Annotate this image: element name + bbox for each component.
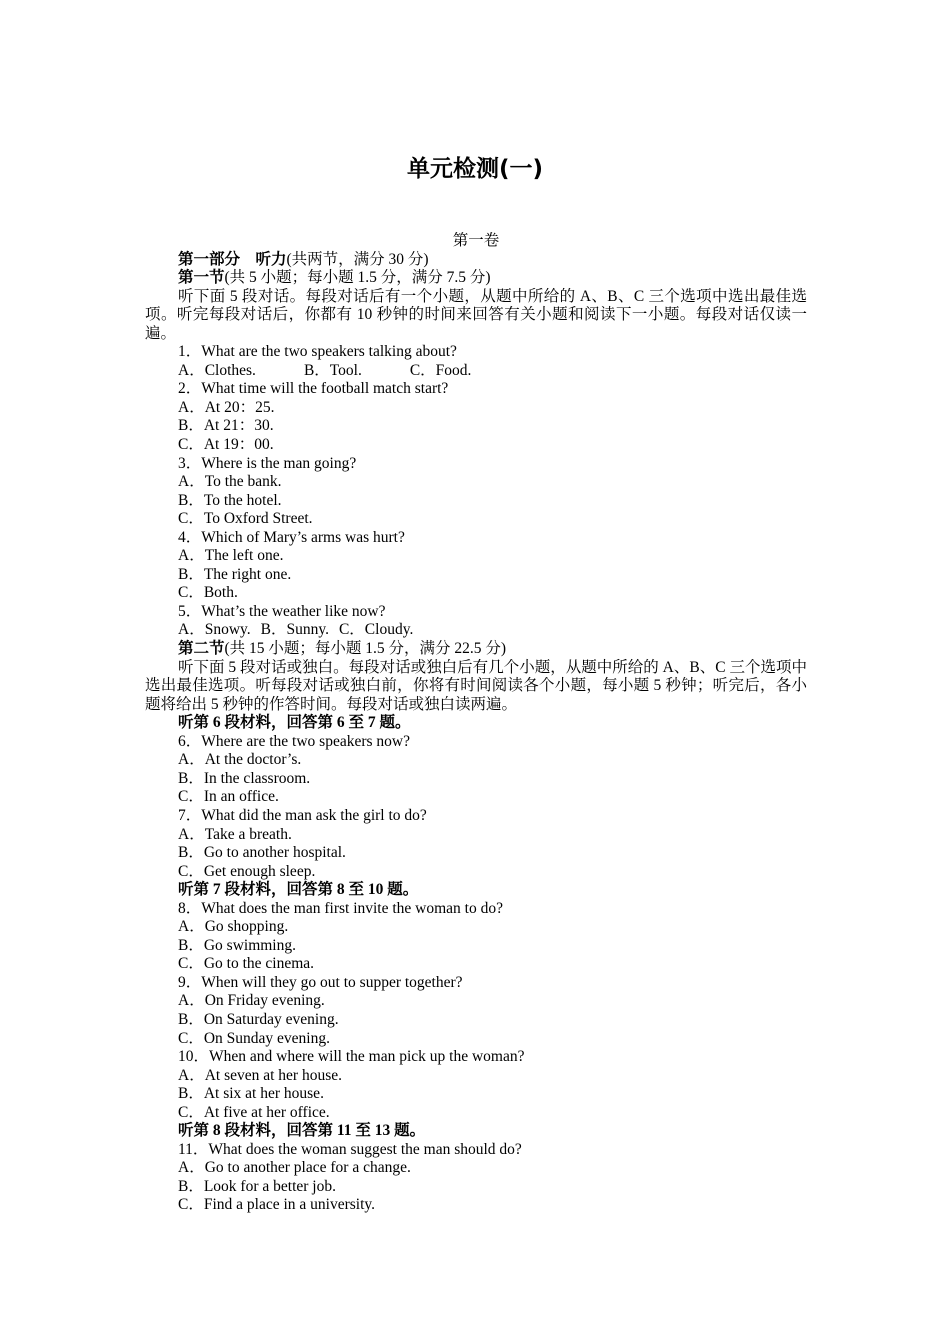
- section1-heading-line: [145, 269, 807, 288]
- volume-heading: 第一卷: [452, 232, 500, 249]
- option-6c: C．In an office.: [178, 788, 279, 806]
- question-8: 8．What does the man first invite the woman to do?: [178, 899, 503, 917]
- option-7c: C．Get enough sleep.: [178, 862, 316, 880]
- section1-detail: (共 5 小题；每小题 1.5 分，满分 7.5 分): [224, 269, 491, 287]
- question-2: 2．What time will the football match start?: [178, 380, 449, 398]
- option-2c: C．At 19：00.: [178, 436, 274, 454]
- question-9: 9．When will they go out to supper together?: [178, 973, 463, 991]
- question-11: 11．What does the woman suggest the man should do?: [178, 1140, 522, 1158]
- option-1c: C．Food.: [409, 361, 472, 379]
- option-7a: A．Take a breath.: [178, 825, 292, 843]
- option-11c: C．Find a place in a university.: [178, 1196, 376, 1214]
- question-7: 7．What did the man ask the girl to do?: [178, 806, 427, 824]
- option-9c: C．On Sunday evening.: [178, 1029, 330, 1047]
- option-1a: A．Clothes.: [178, 361, 256, 379]
- option-9a: A．On Friday evening.: [178, 992, 325, 1010]
- material-6-heading: 听第 6 段材料，回答第 6 至 7 题。: [178, 714, 411, 732]
- option-6a: A．At the doctor’s.: [178, 751, 302, 769]
- option-4c: C．Both.: [178, 584, 238, 602]
- option-9b: B．On Saturday evening.: [178, 1010, 339, 1028]
- option-1b: B．Tool.: [303, 361, 362, 379]
- question-1: 1．What are the two speakers talking about?: [178, 343, 457, 361]
- part1-heading: 第一部分 听力: [178, 250, 287, 268]
- option-10c: C．At five at her office.: [178, 1103, 330, 1121]
- question-5-options: [145, 621, 807, 640]
- option-2b: B．At 21：30.: [178, 417, 274, 435]
- option-8c: C．Go to the cinema.: [178, 955, 315, 973]
- option-4b: B．The right one.: [178, 565, 292, 583]
- option-5b: B．Sunny.: [260, 621, 329, 639]
- option-5c: C．Cloudy.: [338, 621, 414, 639]
- option-8a: A．Go shopping.: [178, 918, 289, 936]
- option-11a: A．Go to another place for a change.: [178, 1159, 411, 1177]
- question-5: 5．What’s the weather like now?: [178, 602, 386, 620]
- material-8-heading: 听第 8 段材料，回答第 11 至 13 题。: [178, 1122, 426, 1140]
- question-4: 4．Which of Mary’s arms was hurt?: [178, 528, 405, 546]
- option-7b: B．Go to another hospital.: [178, 844, 346, 862]
- option-8b: B．Go swimming.: [178, 936, 296, 954]
- option-10a: A．At seven at her house.: [178, 1066, 342, 1084]
- option-2a: A．At 20：25.: [178, 398, 275, 416]
- option-11b: B．Look for a better job.: [178, 1177, 336, 1195]
- question-10: 10．When and where will the man pick up the woman?: [178, 1048, 525, 1066]
- section1-heading: 第一节: [178, 269, 225, 287]
- question-6: 6．Where are the two speakers now?: [178, 732, 410, 750]
- document-body: [145, 232, 807, 1215]
- material-7-heading: 听第 7 段材料，回答第 8 至 10 题。: [178, 881, 419, 899]
- question-3: 3．Where is the man going?: [178, 454, 357, 472]
- option-3c: C．To Oxford Street.: [178, 510, 313, 528]
- option-3a: A．To the bank.: [178, 473, 282, 491]
- option-10b: B．At six at her house.: [178, 1085, 324, 1103]
- section2-heading-line: [145, 640, 807, 659]
- section2-heading: 第二节: [178, 640, 225, 658]
- option-6b: B．In the classroom.: [178, 769, 311, 787]
- part1-heading-line: [145, 251, 807, 270]
- section2-instructions: 听下面 5 段对话或独白。每段对话或独白后有几个小题，从题中所给的 A、B、C 三个选项中选出最佳选项。听每段对话或独白前，你将有时间阅读各个小题，每小题 5 秒钟；听完后，各小题将给出 5 秒钟的作答时间。每段对话或独白读两遍。: [145, 658, 807, 713]
- section2-detail: (共 15 小题；每小题 1.5 分，满分 22.5 分): [224, 640, 507, 658]
- question-1-options: [145, 362, 807, 381]
- page-title: 单元检测(一): [406, 156, 544, 182]
- option-5a: A．Snowy.: [178, 621, 251, 639]
- section1-instructions: 听下面 5 段对话。每段对话后有一个小题，从题中所给的 A、B、C 三个选项中选出最佳选项。听完每段对话后，你都有 10 秒钟的时间来回答有关小题和阅读下一小题。每段对话仅读一遍。: [145, 287, 807, 342]
- option-3b: B．To the hotel.: [178, 491, 282, 509]
- option-4a: A．The left one.: [178, 547, 284, 565]
- part1-detail: (共两节，满分 30 分): [286, 250, 429, 268]
